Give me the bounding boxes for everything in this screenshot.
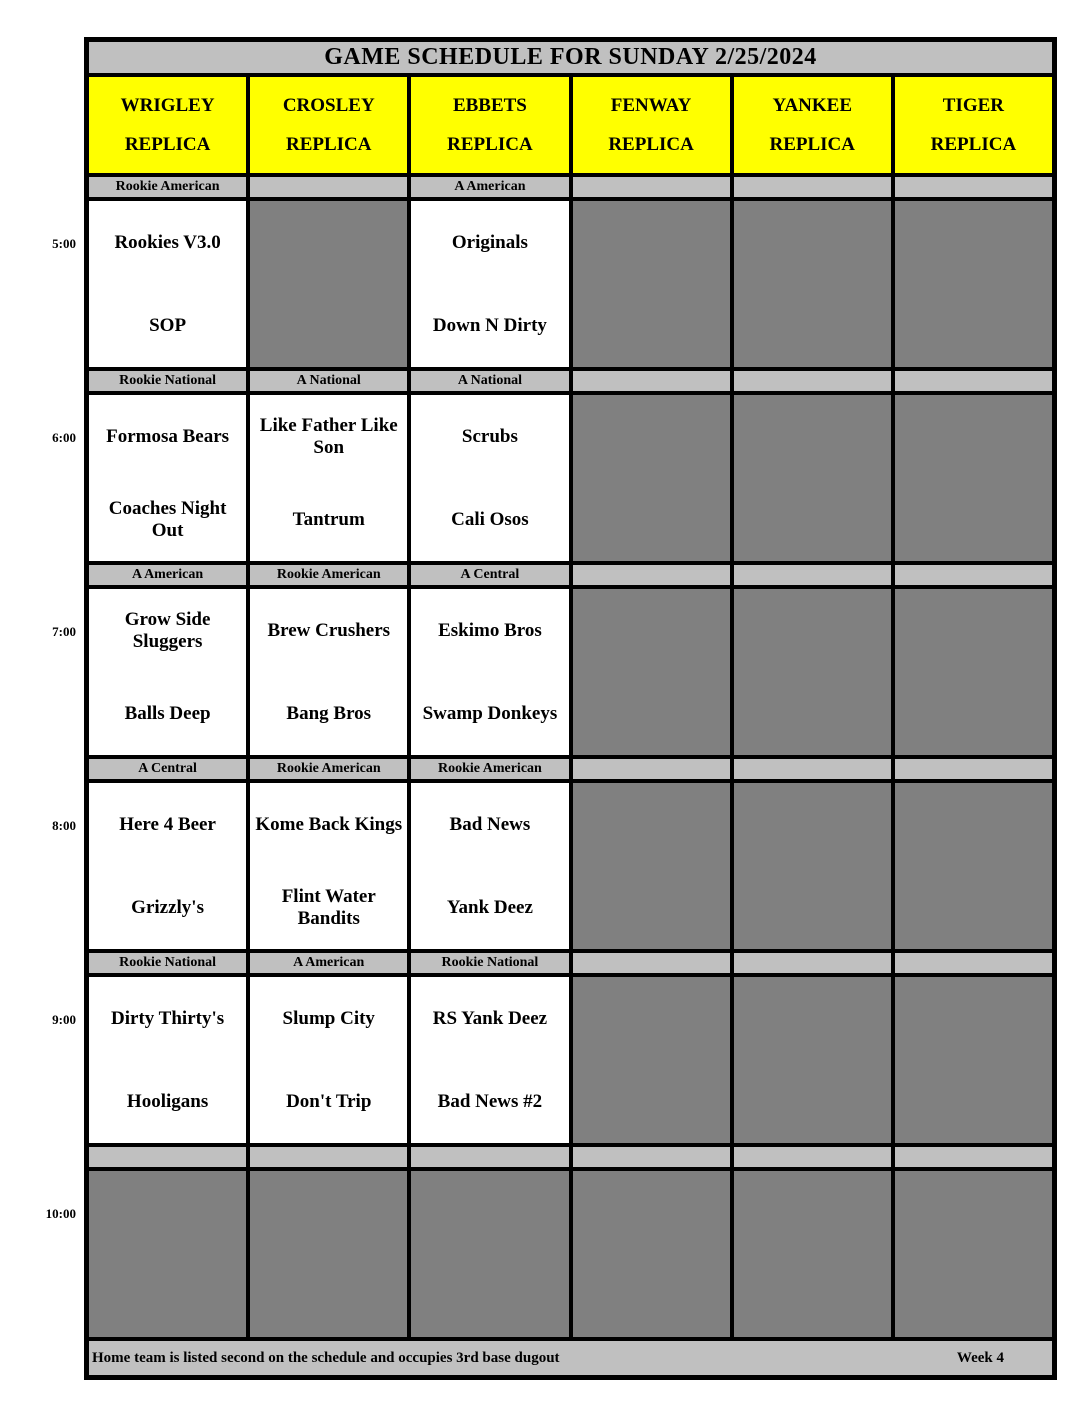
division-label <box>734 565 891 585</box>
division-label <box>89 1147 246 1167</box>
game-cell-empty <box>573 395 730 561</box>
page-title: GAME SCHEDULE FOR SUNDAY 2/25/2024 <box>89 42 1052 73</box>
game-cell-empty <box>734 589 891 755</box>
away-team: Kome Back Kings <box>255 813 403 835</box>
away-team: Scrubs <box>461 425 518 447</box>
field-name: CROSLEY <box>282 94 375 116</box>
home-team: Bad News #2 <box>437 1090 543 1112</box>
away-team: Originals <box>451 231 528 253</box>
division-label <box>895 1147 1052 1167</box>
division-label: A Central <box>411 565 568 585</box>
division-label: A National <box>411 371 568 391</box>
division-label <box>573 1147 730 1167</box>
home-team: Hooligans <box>126 1090 209 1112</box>
home-team: Flint Water Bandits <box>281 885 376 929</box>
field-name: TIGER <box>942 94 1005 116</box>
game-cell-empty <box>895 201 1052 367</box>
away-team: Brew Crushers <box>267 619 391 641</box>
division-label <box>895 953 1052 973</box>
game-cell-empty <box>573 1171 730 1337</box>
game-cell-empty <box>895 977 1052 1143</box>
away-team: Grow Side Sluggers <box>124 608 211 652</box>
game-cell-empty <box>734 783 891 949</box>
away-team: Eskimo Bros <box>438 619 542 641</box>
away-team: Formosa Bears <box>106 425 230 447</box>
home-team: Tantrum <box>292 508 365 530</box>
game-cell <box>411 589 568 755</box>
game-cell <box>411 977 568 1143</box>
home-team: Bang Bros <box>286 702 372 724</box>
footer-bar <box>89 1341 1052 1375</box>
game-cell <box>411 201 568 367</box>
division-label <box>734 371 891 391</box>
field-header-wrigley <box>89 77 246 173</box>
home-team: Balls Deep <box>124 702 211 724</box>
field-header-tiger <box>895 77 1052 173</box>
field-subtitle: REPLICA <box>769 133 855 155</box>
home-team: Grizzly's <box>131 896 204 918</box>
division-label: Rookie National <box>411 953 568 973</box>
division-label: A American <box>250 953 407 973</box>
time-label-9: 9:00 <box>52 1012 76 1027</box>
home-team: Yank Deez <box>446 896 533 918</box>
game-cell-empty <box>734 395 891 561</box>
division-label <box>250 1147 407 1167</box>
away-team: RS Yank Deez <box>432 1007 548 1029</box>
game-cell-empty <box>895 783 1052 949</box>
division-label: Rookie National <box>89 953 246 973</box>
field-name: WRIGLEY <box>120 94 215 116</box>
game-cell-empty <box>734 201 891 367</box>
game-cell-empty <box>734 977 891 1143</box>
game-cell-empty <box>573 783 730 949</box>
division-label <box>895 177 1052 197</box>
division-label: Rookie American <box>89 177 246 197</box>
game-cell-empty <box>89 1171 246 1337</box>
time-label-5: 5:00 <box>52 236 76 251</box>
away-team: Rookies V3.0 <box>114 231 221 253</box>
division-label: A Central <box>89 759 246 779</box>
field-subtitle: REPLICA <box>608 133 694 155</box>
field-name: EBBETS <box>452 94 527 116</box>
division-label <box>895 371 1052 391</box>
division-label: Rookie National <box>89 371 246 391</box>
game-cell-empty <box>573 977 730 1143</box>
field-subtitle: REPLICA <box>447 133 533 155</box>
home-team: Coaches Night Out <box>108 497 227 541</box>
game-cell <box>411 395 568 561</box>
game-cell <box>250 395 407 561</box>
field-subtitle: REPLICA <box>930 133 1017 155</box>
game-cell-empty <box>573 201 730 367</box>
field-name: YANKEE <box>772 94 853 116</box>
division-label <box>411 1147 568 1167</box>
away-team: Here 4 Beer <box>119 813 216 835</box>
time-label-8: 8:00 <box>52 818 76 833</box>
field-name: FENWAY <box>610 94 692 116</box>
game-cell-empty <box>250 201 407 367</box>
schedule-table <box>84 37 1057 1380</box>
home-team: Don't Trip <box>286 1090 372 1112</box>
field-header-fenway <box>573 77 730 173</box>
game-cell-empty <box>895 1171 1052 1337</box>
division-label <box>895 565 1052 585</box>
field-header-crosley <box>250 77 407 173</box>
home-team: Down N Dirty <box>432 314 547 336</box>
game-cell <box>89 783 246 949</box>
game-cell-empty <box>895 395 1052 561</box>
home-team: Cali Osos <box>451 508 529 530</box>
division-label: Rookie American <box>250 759 407 779</box>
division-label <box>734 1147 891 1167</box>
field-subtitle: REPLICA <box>285 133 372 155</box>
division-label <box>734 759 891 779</box>
division-label: A National <box>250 371 407 391</box>
division-label: A American <box>411 177 568 197</box>
game-cell <box>250 783 407 949</box>
division-label <box>573 177 730 197</box>
division-label <box>573 953 730 973</box>
division-label: Rookie American <box>411 759 568 779</box>
division-label <box>734 953 891 973</box>
game-cell-empty <box>734 1171 891 1337</box>
game-cell <box>89 589 246 755</box>
division-label <box>573 565 730 585</box>
time-label-7: 7:00 <box>52 624 76 639</box>
field-subtitle: REPLICA <box>124 133 211 155</box>
footer-note: Home team is listed second on the schedule and occupies 3rd base dugout <box>92 1349 560 1366</box>
game-cell <box>411 783 568 949</box>
division-label <box>573 759 730 779</box>
game-cell-empty <box>895 589 1052 755</box>
time-label-10: 10:00 <box>45 1206 76 1221</box>
division-label: Rookie American <box>250 565 407 585</box>
division-label <box>895 759 1052 779</box>
division-label: A American <box>89 565 246 585</box>
away-team: Dirty Thirty's <box>111 1007 225 1029</box>
game-cell <box>250 977 407 1143</box>
field-header-yankee <box>734 77 891 173</box>
field-header-ebbets <box>411 77 568 173</box>
away-team: Bad News <box>449 813 531 835</box>
game-cell-empty <box>250 1171 407 1337</box>
game-cell <box>89 395 246 561</box>
game-cell <box>89 201 246 367</box>
away-team: Slump City <box>282 1007 375 1029</box>
game-cell <box>250 589 407 755</box>
week-badge: Week 4 <box>956 1349 1004 1366</box>
away-team: Like Father Like Son <box>259 414 398 458</box>
game-cell-empty <box>411 1171 568 1337</box>
game-cell-empty <box>573 589 730 755</box>
division-label <box>573 371 730 391</box>
time-label-6: 6:00 <box>52 430 76 445</box>
home-team: SOP <box>149 314 187 336</box>
home-team: Swamp Donkeys <box>422 702 558 724</box>
game-cell <box>89 977 246 1143</box>
division-label <box>250 177 407 197</box>
division-label <box>734 177 891 197</box>
